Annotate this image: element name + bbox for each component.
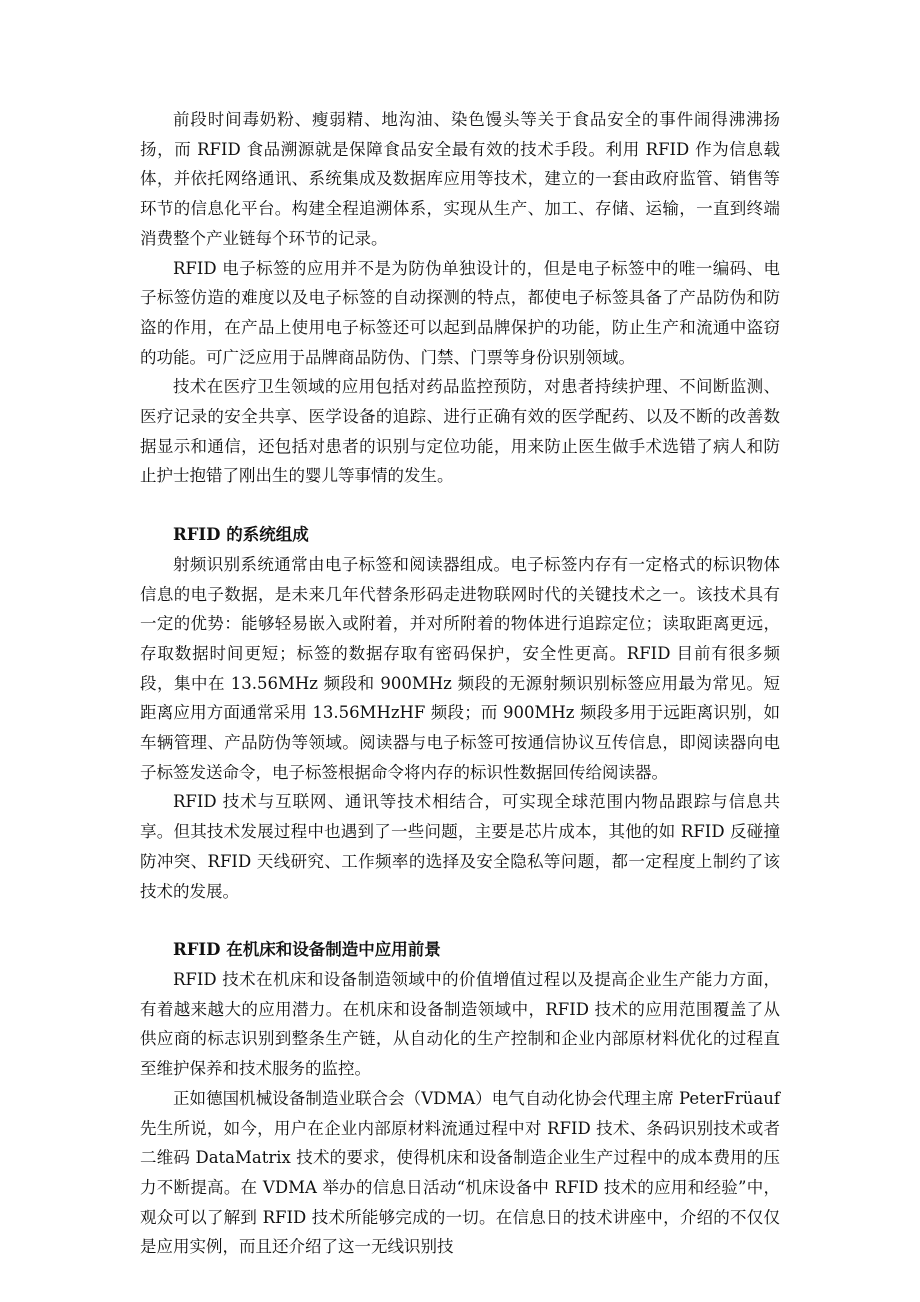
paragraph-anti-counterfeit: RFID 电子标签的应用并不是为防伪单独设计的，但是电子标签中的唯一编码、电子标签仿造的难度以及电子标签的自动探测的特点，都使电子标签具备了产品防伪和防盗的作用，在产品上使用电子标签还可以起到品牌保护的功能，防止生产和流通中盗窃的功能。可广泛应用于品牌商品防伪、门禁、门票等身份识别领域。 <box>140 258 780 367</box>
section-spacer <box>140 906 780 935</box>
section-heading-system: RFID 的系统组成 <box>173 525 309 545</box>
paragraph-medical: 技术在医疗卫生领域的应用包括对药品监控预防，对患者持续护理、不间断监测、医疗记录的安全共享、医学设备的追踪、进行正确有效的医学配药、以及不断的改善数据显示和通信，还包括对患者的识别与定位功能，用来防止医生做手术选错了病人和防止护士抱错了刚出生的婴儿等事情的发生。 <box>140 377 780 486</box>
section-spacer <box>140 491 780 520</box>
paragraph-food-safety: 前段时间毒奶粉、瘦弱精、地沟油、染色馒头等关于食品安全的事件闹得沸沸扬扬，而 RFID 食品溯源就是保障食品安全最有效的技术手段。利用 RFID 作为信息载体，并依托网络通讯、系统集成及数据库应用等技术，建立的一套由政府监管、销售等环节的信息化平台。构建全程追溯体系，实现从生产、加工、存储、运输，一直到终端消费整个产业链每个环节的记录。 <box>140 110 780 248</box>
paragraph-system-composition: 射频识别系统通常由电子标签和阅读器组成。电子标签内存有一定格式的标识物体信息的电子数据，是未来几年代替条形码走进物联网时代的关键技术之一。该技术具有一定的优势：能够轻易嵌入或附着，并对所附着的物体进行追踪定位；读取距离更远，存取数据时间更短；标签的数据存取有密码保护，安全性更高。RFID 目前有很多频段，集中在 13.56MHz 频段和 900MHz 频段的无源射频识别标签应用最为常见。短距离应用方面通常采用 13.56MHzHF 频段；而 900MHz 频段多用于远距离识别，如车辆管理、产品防伪等领域。阅读器与电子标签可按通信协议互传信息，即阅读器向电子标签发送命令，电子标签根据命令将内存的标识性数据回传给阅读器。 <box>140 554 780 782</box>
paragraph-vdma: 正如德国机械设备制造业联合会（VDMA）电气自动化协会代理主席 PeterFrüauf 先生所说，如今，用户在企业内部原材料流通过程中对 RFID 技术、条码识别技术或者二维码 DataMatrix 技术的要求，使得机床和设备制造企业生产过程中的成本费用的压力不断提高。在 VDMA 举办的信息日活动“机床设备中 RFID 技术的应用和经验”中，观众可以了解到 RFID 技术所能够完成的一切。在信息日的技术讲座中，介绍的不仅仅是应用实例，而且还介绍了这一无线识别技 <box>140 1088 780 1257</box>
paragraph-machine-potential: RFID 技术在机床和设备制造领域中的价值增值过程以及提高企业生产能力方面，有着越来越大的应用潜力。在机床和设备制造领域中，RFID 技术的应用范围覆盖了从供应商的标志识别到整条生产链，从自动化的生产控制和企业内部原材料优化的过程直至维护保养和技术服务的监控。 <box>140 969 780 1079</box>
document-body <box>140 105 780 1262</box>
paragraph-system-challenges: RFID 技术与互联网、通讯等技术相结合，可实现全球范围内物品跟踪与信息共享。但其技术发展过程中也遇到了一些问题，主要是芯片成本，其他的如 RFID 反碰撞防冲突、RFID 天线研究、工作频率的选择及安全隐私等问题，都一定程度上制约了该技术的发展。 <box>140 792 780 901</box>
section-heading-machine: RFID 在机床和设备制造中应用前景 <box>173 940 441 960</box>
